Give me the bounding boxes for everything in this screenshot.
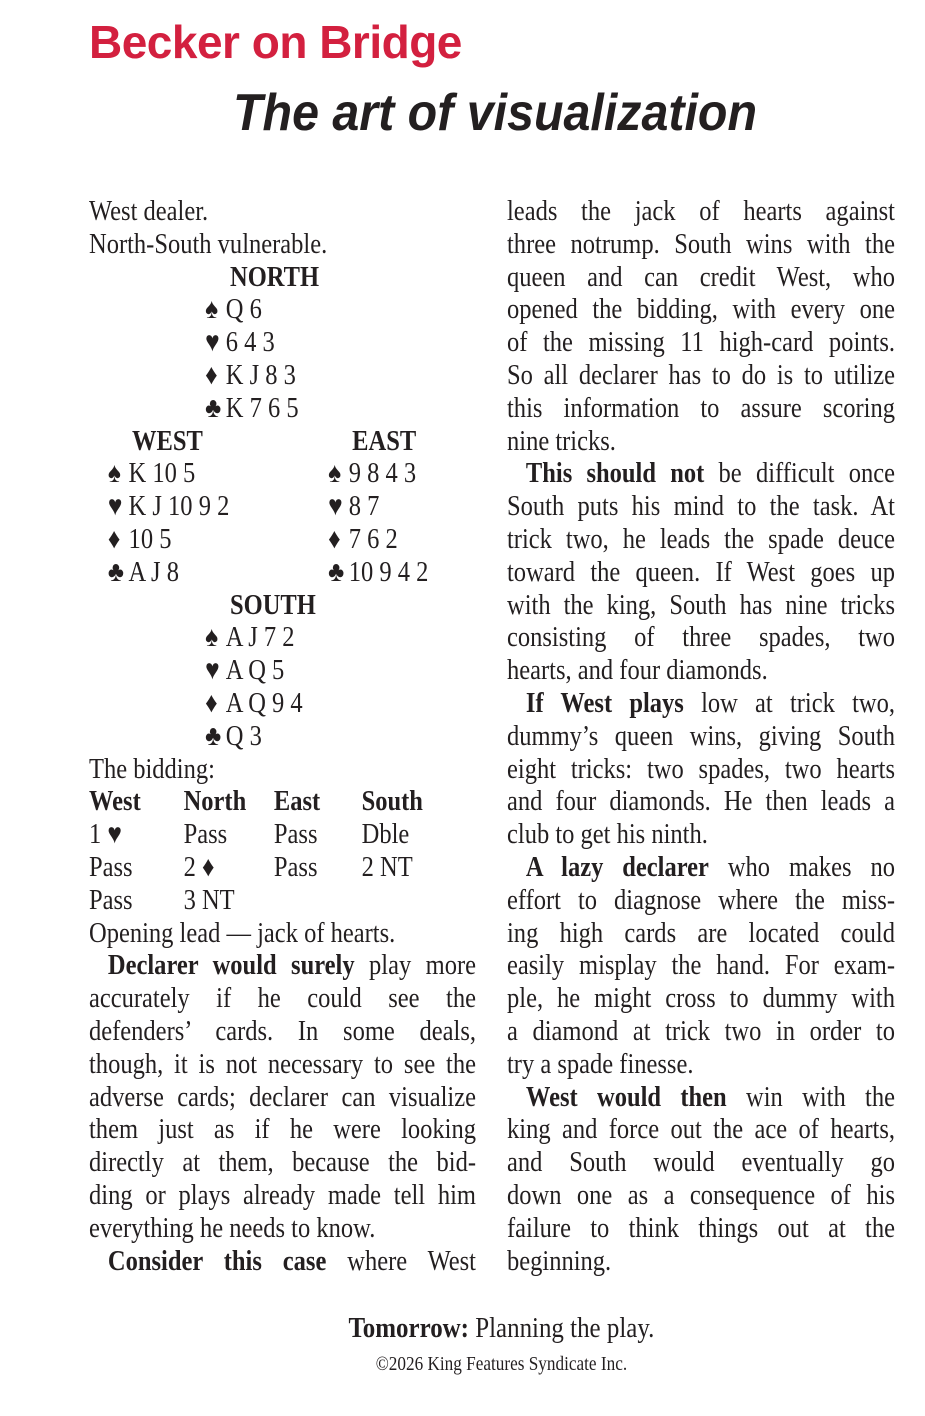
line-text: toward the queen. If West goes up <box>507 556 895 588</box>
lead-in-bold: Consider this case <box>107 1245 327 1277</box>
line-text: So all declarer has to do is to utilize <box>507 359 895 391</box>
spade-icon: ♠ <box>205 622 219 654</box>
bidding-row-cell: 1 ♥ <box>89 819 122 851</box>
bidding-row <box>89 819 476 852</box>
line-text: and four diamonds. He then leads a <box>507 786 895 818</box>
east-clubs: ♣ 10 9 4 2 <box>328 556 429 588</box>
lead-in-bold: A lazy declarer <box>525 851 709 883</box>
article-line <box>507 393 895 426</box>
diamond-icon: ♦ <box>107 523 121 555</box>
dealer-line: West dealer. <box>89 196 209 227</box>
line-text: hearts, and four diamonds. <box>507 655 768 687</box>
bidding-header <box>89 786 476 819</box>
article-line <box>507 426 895 459</box>
masthead-title: Becker on Bridge <box>89 16 462 68</box>
article-line <box>507 327 895 360</box>
diamond-icon: ♦ <box>328 523 341 555</box>
west-clubs: ♣ A J 8 <box>107 556 179 588</box>
line-text: low at trick two, <box>683 687 895 719</box>
article-line <box>507 1016 895 1049</box>
article-text-right <box>507 196 895 1278</box>
article-line <box>507 918 895 951</box>
bidding-row-cell: Dble <box>361 819 410 851</box>
tomorrow-text: Planning the play. <box>468 1312 655 1344</box>
opening-lead: Opening lead — jack of hearts. <box>89 917 396 949</box>
line-text: them just as if he were looking <box>89 1114 476 1146</box>
copyright: ©2026 King Features Syndicate Inc. <box>375 1353 628 1375</box>
line-text: adverse cards; declarer can visualize <box>89 1081 476 1113</box>
article-line <box>507 1180 895 1213</box>
line-text: queen and can credit West, who <box>507 261 895 293</box>
heart-icon: ♥ <box>205 327 220 359</box>
east-hearts: ♥ 8 7 <box>328 491 380 523</box>
article-line <box>507 360 895 393</box>
line-text: ing high cards are located could <box>507 917 895 949</box>
line-text: with the king, South has nine tricks <box>507 589 895 621</box>
line-text: easily misplay the hand. For exam- <box>507 950 895 982</box>
line-text: ding or plays already made tell him <box>89 1179 476 1211</box>
east-label: EAST <box>352 425 417 457</box>
line-text: failure to think things out at the <box>507 1212 895 1244</box>
article-line <box>507 655 895 688</box>
line-text: win with the <box>726 1081 895 1113</box>
article-line <box>507 622 895 655</box>
spade-icon: ♠ <box>107 458 121 490</box>
bridge-diagram <box>89 262 476 754</box>
line-text: three notrump. South wins with the <box>507 228 895 260</box>
west-hearts: ♥ K J 10 9 2 <box>107 491 230 523</box>
article-line <box>507 294 895 327</box>
tomorrow-label: Tomorrow: <box>348 1312 469 1344</box>
bidding-row-cell: Pass <box>89 884 133 916</box>
bidding-table <box>89 786 476 917</box>
bidding-intro: The bidding: <box>89 753 215 785</box>
bidding-row <box>89 852 476 885</box>
bidding-row-cell: 2 ♦ <box>183 851 215 883</box>
article-line <box>507 590 895 623</box>
article-line <box>507 458 895 491</box>
article-line <box>507 1213 895 1246</box>
heart-icon: ♥ <box>328 491 343 523</box>
tomorrow-line <box>70 1311 925 1345</box>
line-text: South puts his mind to the task. At <box>507 491 895 523</box>
west-label: WEST <box>132 425 203 457</box>
line-text: down one as a consequence of his <box>507 1179 895 1211</box>
line-text: try a spade finesse. <box>507 1048 694 1080</box>
north-diamonds: ♦ K J 8 3 <box>205 359 296 391</box>
bidding-row <box>89 885 476 918</box>
article-line <box>507 885 895 918</box>
lead-in-bold: West would then <box>525 1081 727 1113</box>
line-text: eight tricks: two spades, two hearts <box>507 753 895 785</box>
line-text: effort to diagnose where the miss- <box>507 884 895 916</box>
bidding-row-cell: Pass <box>89 851 133 883</box>
right-column <box>507 196 895 1278</box>
article-line <box>507 950 895 983</box>
article-line <box>507 229 895 262</box>
article-line <box>507 721 895 754</box>
article-line <box>507 819 895 852</box>
spade-icon: ♠ <box>328 458 342 490</box>
line-text: consisting of three spades, two <box>507 622 895 654</box>
article-line <box>89 1246 476 1279</box>
bidding-header-cell: West <box>89 786 141 818</box>
line-text: accurately if he could see the <box>89 983 476 1015</box>
article-line <box>89 983 476 1016</box>
headline: The art of visualization <box>233 84 757 142</box>
line-text: of the missing 11 high-card points. <box>507 327 895 359</box>
article-line <box>507 196 895 229</box>
bidding-header-cell: North <box>183 786 247 818</box>
article-text-left <box>89 950 476 1278</box>
line-text: trick two, he leads the spade deuce <box>507 523 895 555</box>
article-line <box>89 1082 476 1115</box>
line-text: and South would eventually go <box>507 1147 895 1179</box>
line-text: be difficult once <box>704 458 895 490</box>
article-line <box>507 852 895 885</box>
article-line <box>507 262 895 295</box>
west-spades: ♠ K 10 5 <box>107 458 196 490</box>
vulnerability-line: North-South vulnerable. <box>89 228 328 260</box>
article-line <box>89 950 476 983</box>
west-diamonds: ♦ 10 5 <box>107 523 172 555</box>
diamond-icon: ♦ <box>205 359 218 391</box>
line-text: though, it is not necessary to see the <box>89 1048 476 1080</box>
article-line <box>89 1114 476 1147</box>
line-text: dummy’s queen wins, giving South <box>507 720 895 752</box>
bidding-row-cell: Pass <box>273 819 318 851</box>
east-diamonds: ♦ 7 6 2 <box>328 523 398 555</box>
north-clubs: ♣ K 7 6 5 <box>205 392 299 424</box>
south-clubs: ♣ Q 3 <box>205 720 262 752</box>
south-label: SOUTH <box>230 589 316 621</box>
article-line <box>507 1049 895 1082</box>
bidding-header-cell: South <box>361 786 423 818</box>
line-text: king and force out the ace of hearts, <box>507 1114 895 1146</box>
bidding-header-cell: East <box>273 786 321 818</box>
line-text: nine tricks. <box>507 425 616 457</box>
article-line <box>507 983 895 1016</box>
article-line <box>507 786 895 819</box>
north-label: NORTH <box>230 261 320 293</box>
spade-icon: ♠ <box>205 294 219 326</box>
club-icon: ♣ <box>205 720 222 752</box>
line-text: defenders’ cards. In some deals, <box>89 1015 476 1047</box>
line-text: club to get his ninth. <box>507 819 708 851</box>
line-text: directly at them, because the bid- <box>89 1147 476 1179</box>
heart-icon: ♥ <box>107 491 123 523</box>
east-spades: ♠ 9 8 4 3 <box>328 458 417 490</box>
south-hearts: ♥ A Q 5 <box>205 655 285 687</box>
north-spades: ♠ Q 6 <box>205 294 262 326</box>
article-line <box>507 1082 895 1115</box>
line-text: opened the bidding, with every one <box>507 294 895 326</box>
article-line <box>507 754 895 787</box>
line-text: beginning. <box>507 1245 612 1277</box>
article-line <box>89 1213 476 1246</box>
lead-in-bold: If West plays <box>525 687 684 719</box>
bidding-row-cell: Pass <box>273 851 318 883</box>
bidding-row-cell: Pass <box>183 819 228 851</box>
south-spades: ♠ A J 7 2 <box>205 622 295 654</box>
line-text: everything he needs to know. <box>89 1212 376 1244</box>
north-hearts: ♥ 6 4 3 <box>205 327 275 359</box>
line-text: who makes no <box>708 851 895 883</box>
line-text: a diamond at trick two in order to <box>507 1015 895 1047</box>
article-line <box>89 1016 476 1049</box>
article-line <box>507 1114 895 1147</box>
article-line <box>507 1147 895 1180</box>
diamond-icon: ♦ <box>205 687 218 719</box>
club-icon: ♣ <box>205 392 222 424</box>
line-text: ple, he might cross to dummy with <box>507 983 895 1015</box>
club-icon: ♣ <box>328 556 345 588</box>
south-diamonds: ♦ A Q 9 4 <box>205 687 303 719</box>
article-line <box>89 1049 476 1082</box>
article-line <box>507 524 895 557</box>
bidding-row-cell: 3 NT <box>183 884 235 916</box>
lead-in-bold: Declarer would surely <box>107 950 355 982</box>
line-text: this information to assure scoring <box>507 392 895 424</box>
line-text: leads the jack of hearts against <box>507 196 895 227</box>
article-line <box>507 1246 895 1279</box>
article-line <box>507 491 895 524</box>
article-line <box>507 688 895 721</box>
article-line <box>89 1180 476 1213</box>
lead-in-bold: This should not <box>525 458 705 490</box>
bidding-row-cell: 2 NT <box>361 851 413 883</box>
left-column <box>89 196 476 1278</box>
line-text: where West <box>326 1245 476 1277</box>
club-icon: ♣ <box>107 556 125 588</box>
line-text: play more <box>354 950 476 982</box>
heart-icon: ♥ <box>205 655 220 687</box>
article-line <box>507 557 895 590</box>
article-line <box>89 1147 476 1180</box>
